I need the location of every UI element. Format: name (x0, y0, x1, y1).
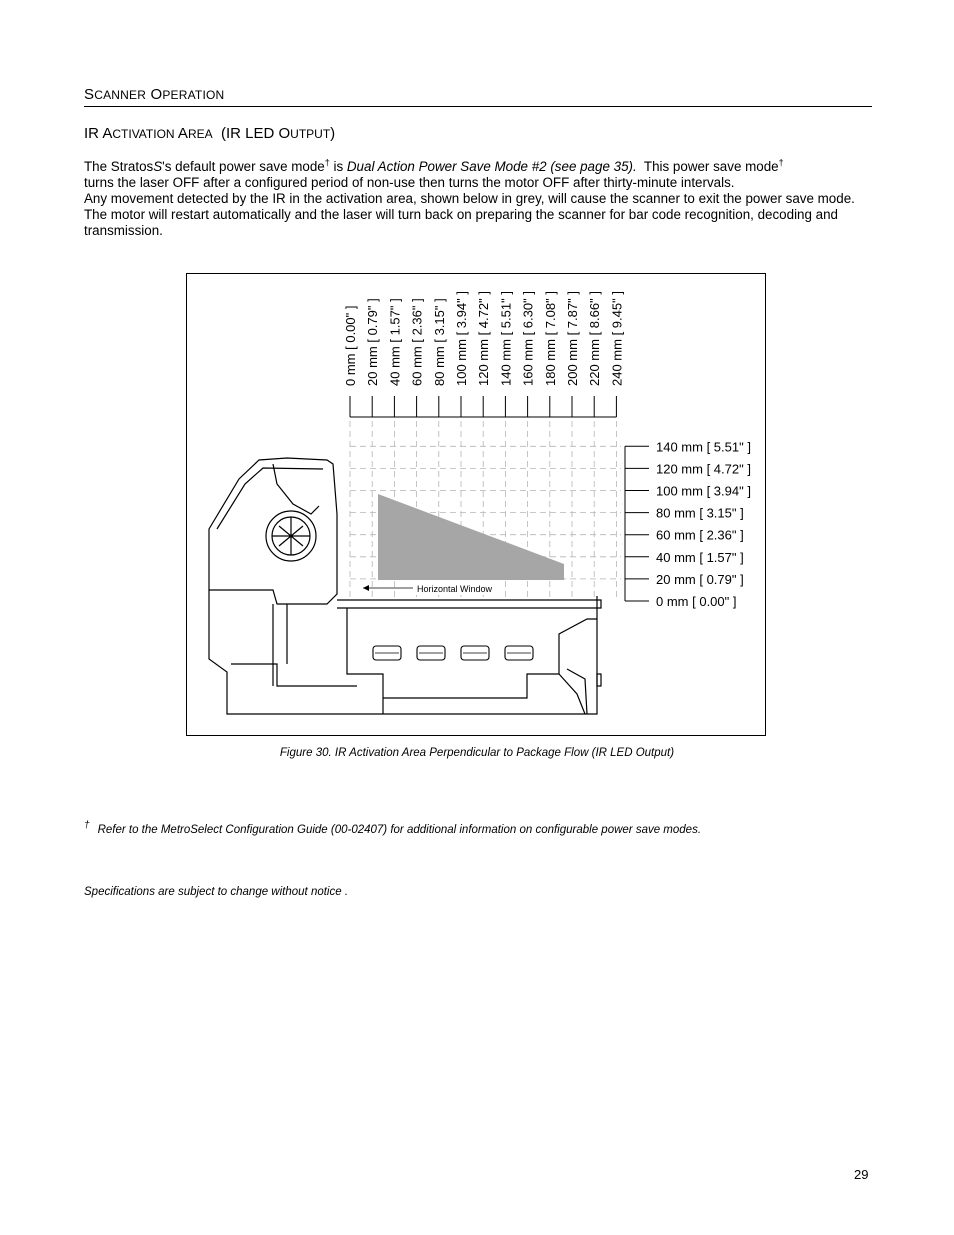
scanner-foot (559, 669, 587, 714)
v-scale-label: 60 mm [ 2.36" ] (656, 527, 744, 543)
heading-rule (84, 106, 872, 107)
h-scale-label: 0 mm [ 0.00" ] (343, 305, 358, 386)
scanner-illustration (209, 458, 601, 714)
h-scale-label: 20 mm [ 0.79" ] (365, 298, 381, 386)
h-scale-label: 80 mm [ 3.15" ] (431, 298, 447, 386)
sub-heading-part: IR A (84, 125, 113, 142)
section-heading (84, 86, 224, 103)
paragraph-italic-text: Dual Action Power Save Mode #2 (see page 35). (346, 159, 637, 174)
h-scale-label: 200 mm [ 7.87" ] (565, 291, 580, 386)
sub-heading-part: CTIVATION (112, 127, 175, 141)
dagger-mark: † (324, 157, 330, 168)
window-arrow-head (363, 585, 369, 591)
dagger-mark: † (84, 820, 90, 831)
h-scale-label: 220 mm [ 8.66" ] (587, 291, 603, 386)
figure-frame (186, 273, 766, 736)
paragraph-text: The Stratos (84, 159, 154, 174)
horizontal-window-plate (337, 600, 601, 608)
sub-heading-part: A (174, 125, 188, 142)
h-scale-label: 180 mm [ 7.08" ] (542, 291, 558, 386)
h-scale-label: 160 mm [ 6.30" ] (520, 291, 536, 386)
heading-initial: O (150, 86, 163, 103)
h-scale-label: 120 mm [ 4.72" ] (476, 291, 492, 386)
spec-note: Specifications are subject to change without notice . (84, 886, 349, 898)
sub-heading-part: REA (187, 127, 213, 141)
paragraph-text: turns the laser OFF after a configured period of non-use then turns the motor OFF after thirty-minute intervals. (84, 175, 735, 190)
scanner-tower-edge (217, 468, 323, 529)
v-scale-label: 0 mm [ 0.00" ] (656, 594, 737, 609)
paragraph-text: This power save mode (636, 159, 779, 174)
v-scale-label: 120 mm [ 4.72" ] (656, 461, 751, 477)
intro-paragraph (84, 159, 874, 239)
vertical-scale (625, 439, 751, 609)
footnote (84, 820, 702, 836)
v-scale-label: 40 mm [ 1.57" ] (656, 549, 744, 565)
h-scale-label: 240 mm [ 9.45" ] (609, 291, 625, 386)
connector-icon (597, 674, 601, 686)
figure-caption: Figure 30. IR Activation Area Perpendicular to Package Flow (IR LED Output) (279, 747, 675, 759)
horizontal-scale (343, 291, 624, 417)
h-scale-label: 60 mm [ 2.36" ] (409, 298, 425, 386)
paragraph-text: S (153, 159, 163, 174)
sub-heading-part: ) (330, 125, 336, 142)
paragraph-text: Any movement detected by the IR in the activation area, shown below in grey, will cause the scanner to exit the power save mode. The motor will restart automatically and the laser will turn back on preparing the scanner for bar code recognition, decoding and transmission. (84, 191, 855, 238)
v-scale-label: 20 mm [ 0.79" ] (656, 571, 744, 587)
dagger-mark: † (778, 157, 784, 168)
h-scale-label: 100 mm [ 3.94" ] (454, 291, 469, 386)
h-scale-label: 140 mm [ 5.51" ] (498, 291, 514, 386)
sub-heading-part: UTPUT (290, 127, 331, 141)
page-number: 29 (854, 1167, 869, 1182)
v-scale-label: 100 mm [ 3.94" ] (656, 483, 751, 499)
v-scale-label: 140 mm [ 5.51" ] (656, 439, 751, 455)
horizontal-window-label: Horizontal Window (417, 584, 493, 594)
ir-activation-area (378, 494, 564, 580)
heading-rest: PERATION (162, 88, 225, 102)
scanner-lower-body (347, 608, 597, 714)
ir-activation-diagram (187, 274, 765, 735)
footnote-text: Refer to the MetroSelect Configuration Guide (00-02407) for additional information on configurable power save modes. (97, 824, 702, 836)
sub-heading-part: (IR LED O (212, 125, 291, 142)
paragraph-text: 's default power save mode (162, 159, 325, 174)
heading-initial: S (84, 86, 95, 103)
scanner-base-edge (273, 604, 287, 686)
sub-heading (84, 125, 335, 142)
paragraph-text: is (329, 159, 347, 174)
scanner-base-edge (231, 664, 357, 686)
h-scale-label: 40 mm [ 1.57" ] (387, 298, 403, 386)
heading-rest: CANNER (94, 88, 147, 102)
scanner-tower-edge (273, 464, 319, 514)
vent-slots (373, 646, 533, 660)
v-scale-label: 80 mm [ 3.15" ] (656, 505, 744, 521)
